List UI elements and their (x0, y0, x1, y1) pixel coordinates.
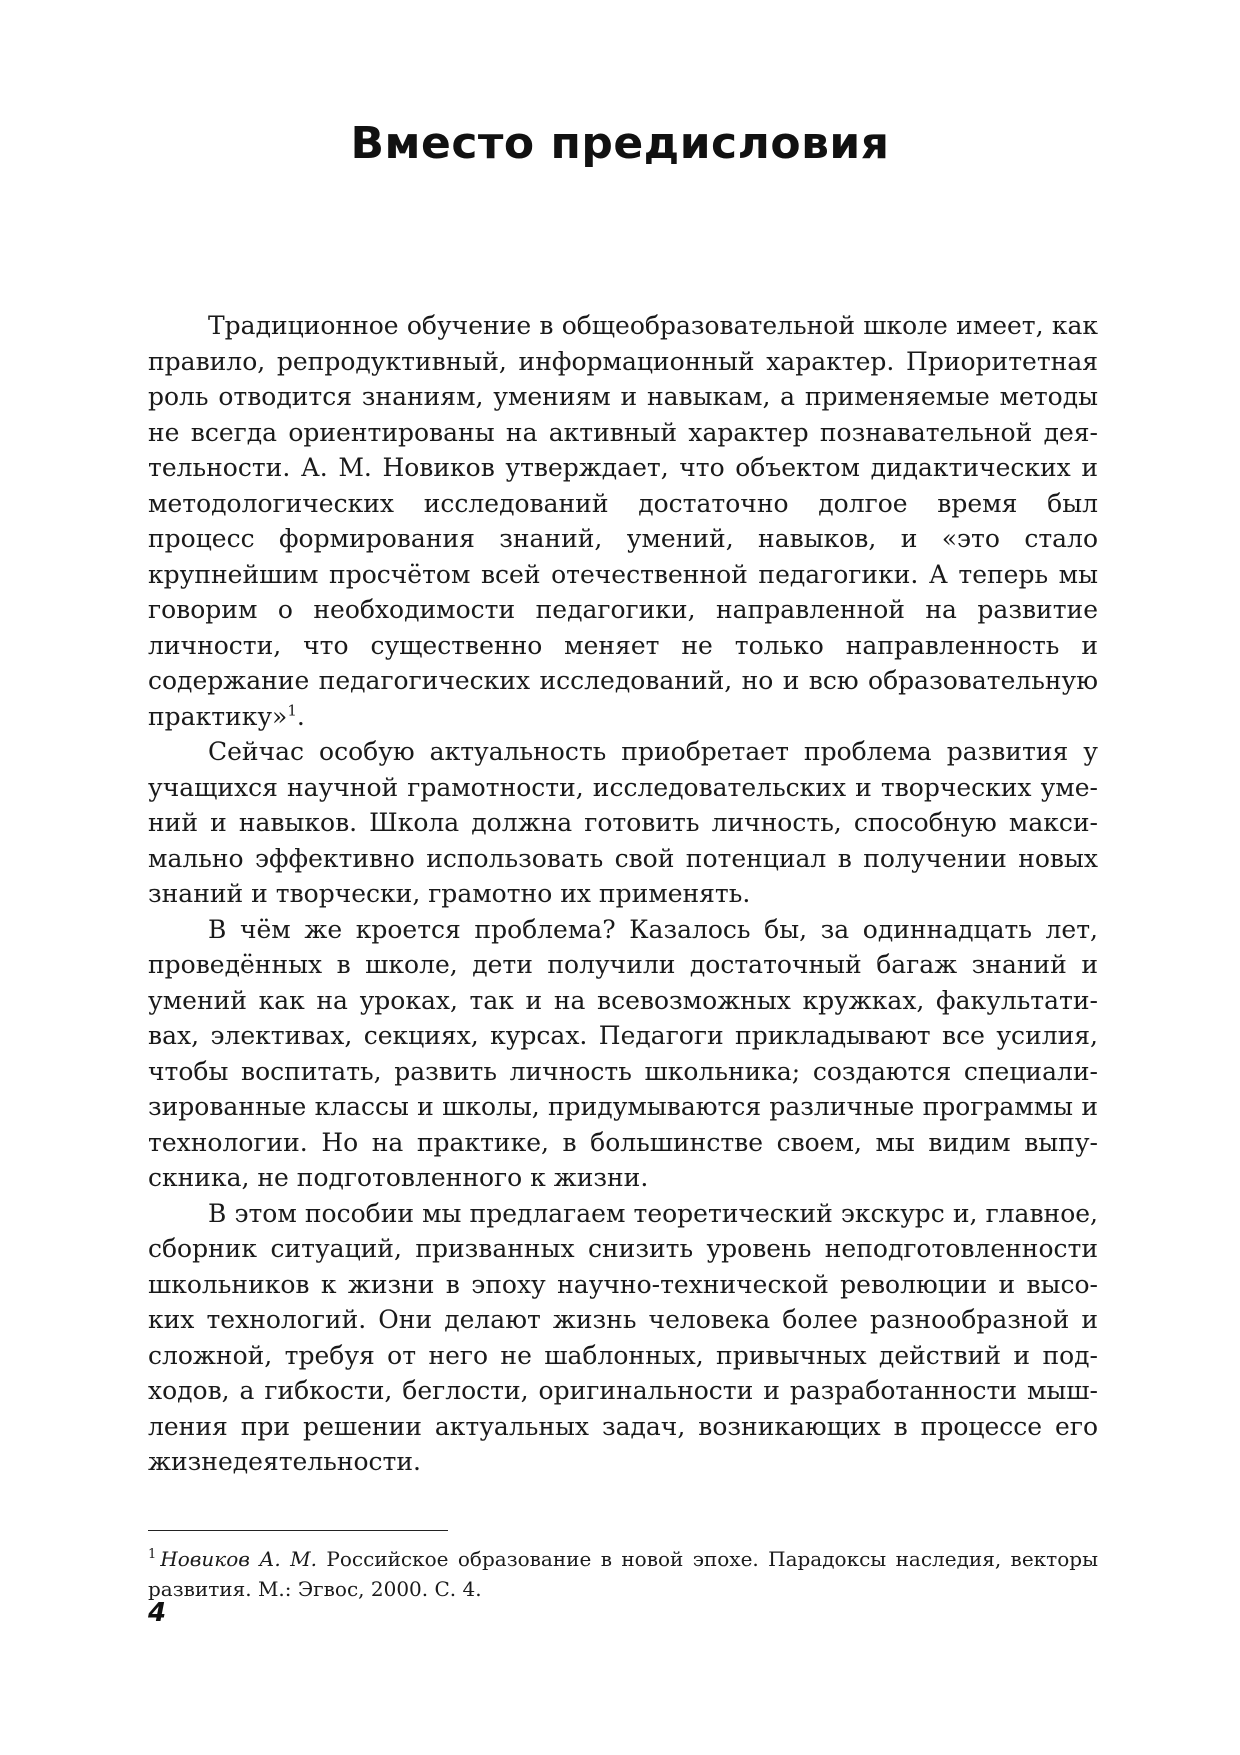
footnote-text: Российское образование в новой эпохе. Парадоксы наследия, векторы развития. М.: Эгвос, 2000. С. 4. (148, 1547, 1098, 1601)
footnote-number: 1 (148, 1547, 157, 1563)
paragraph-2: Сейчас особую актуальность приобретает проблема развития у учащихся научной грамотности, исследовательских и творческих умений и навыков. Школа должна готовить личность, способную максимально эффективно использовать свой потенциал в получении новых знаний и творчески, грамотно их применять. (148, 737, 1098, 908)
body-text (148, 308, 1098, 1480)
paragraph-1-text: Традиционное обучение в общеобразовательной школе имеет, как правило, репродуктивный, информационный характер. Приоритетная роль отводится знаниям, умениям и навыкам, а применяемые методы не всегда ориентированы на активный характер познавательной деятельности. А. М. Новиков утверждает, что объектом дидактических и методологических исследований достаточно долгое время был процесс формирования знаний, умений, навыков, и «это стало крупнейшим просчётом всей отечественной педагогики. А теперь мы говорим о необходимости педагогики, направленной на развитие личности, что существенно меняет не только направленность и содержание педагогических исследований, но и всю образовательную практику» (148, 311, 1098, 731)
footnote-reference: 1 (287, 701, 297, 720)
paragraph-1 (148, 308, 1098, 734)
footnote-divider (148, 1530, 448, 1531)
page-title: Вместо предисловия (350, 118, 890, 169)
footnote-author: Новиков А. М. (160, 1547, 317, 1571)
paragraph-4: В этом пособии мы предлагаем теоретический экскурс и, главное, сборник ситуаций, призванных снизить уровень неподготовленности школьников к жизни в эпоху научно-технической революции и высоких технологий. Они делают жизнь человека более разнообразной и сложной, требуя от него не шаблонных, привычных действий и подходов, а гибкости, беглости, оригинальности и разработанности мышления при решении актуальных задач, возникающих в процессе его жизнедеятельности. (148, 1198, 1098, 1476)
paragraph-3: В чём же кроется проблема? Казалось бы, за одиннадцать лет, проведённых в школе, дети получили достаточный багаж знаний и умений как на уроках, так и на всевозможных кружках, факультативах, элективах, секциях, курсах. Педагоги прикладывают все усилия, чтобы воспитать, развить личность школьника; создаются специализированные классы и школы, придумываются различные программы и технологии. Но на практике, в большинстве своем, мы видим выпускника, не подготовленного к жизни. (148, 914, 1098, 1192)
page-number: 4 (148, 1598, 167, 1628)
footnote (148, 1544, 1098, 1604)
paragraph-1-end: . (296, 701, 305, 731)
